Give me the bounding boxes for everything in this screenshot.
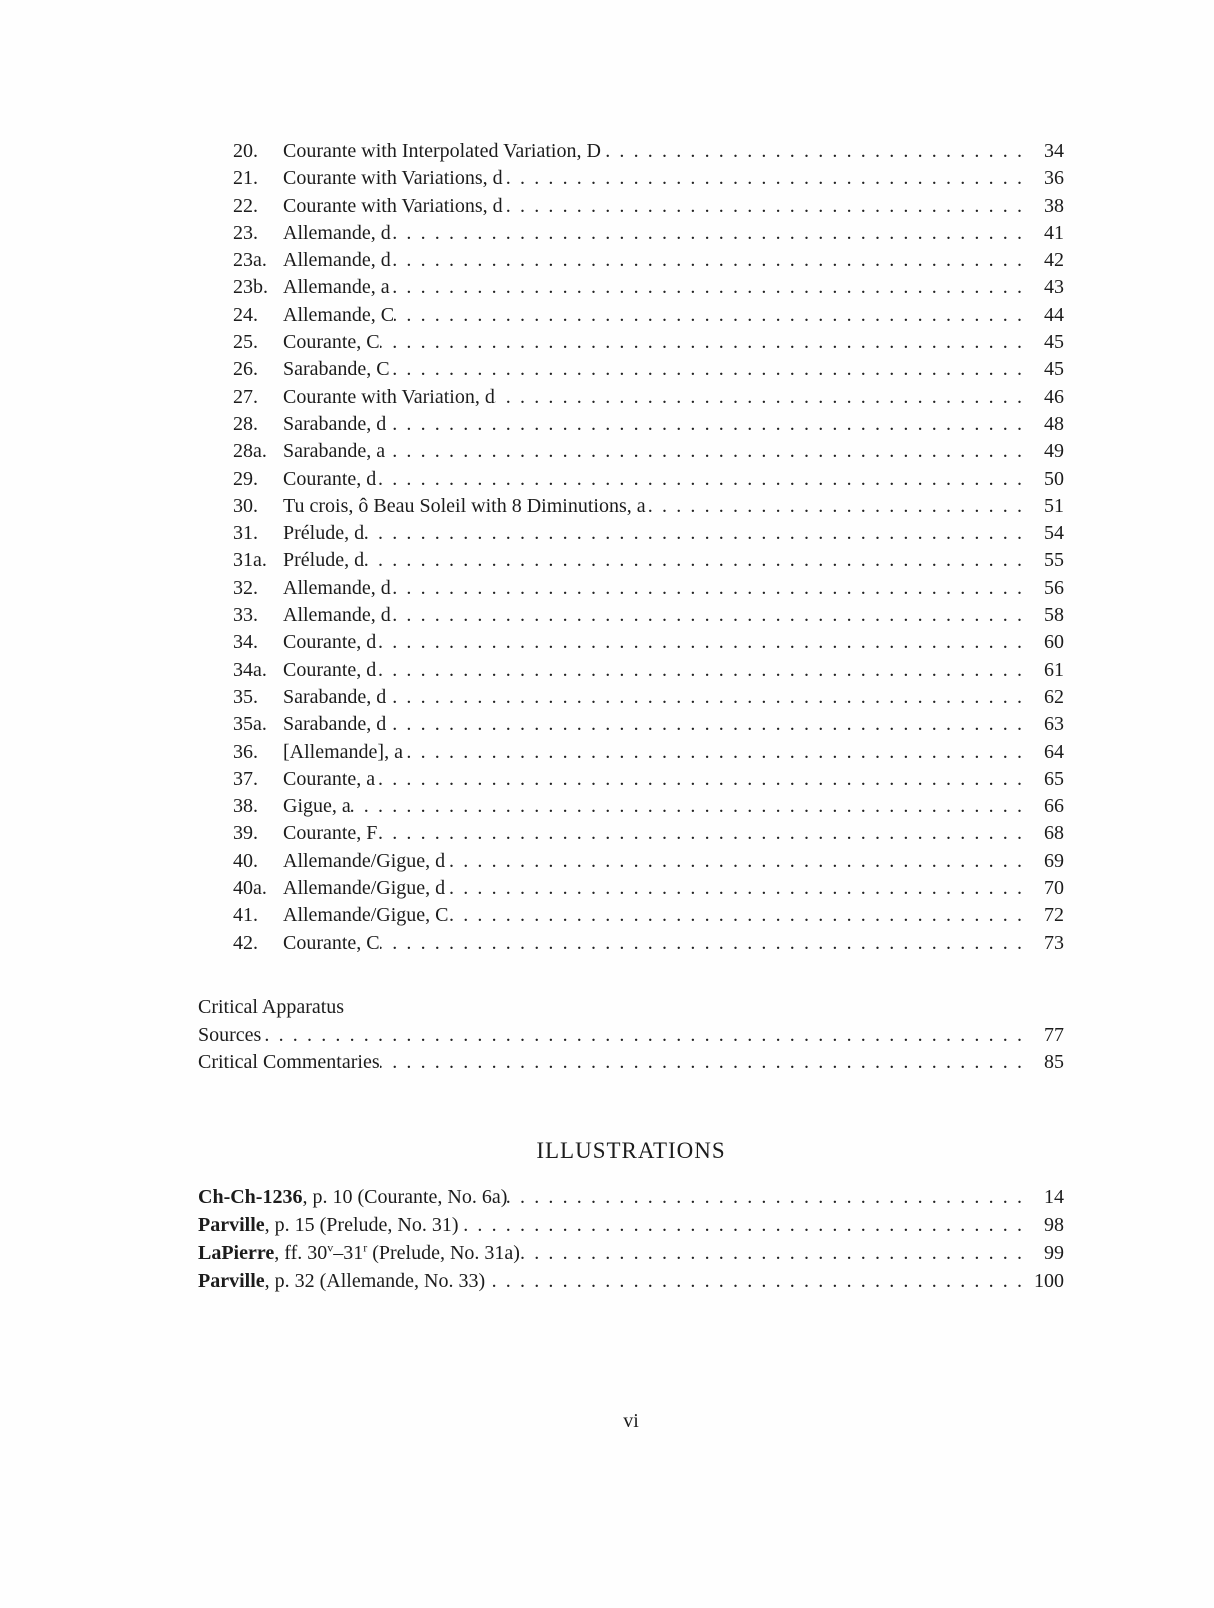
- entry-number: 29.: [233, 467, 258, 490]
- title-segment: , ff. 30: [274, 1242, 328, 1264]
- title-segment: v: [327, 1240, 334, 1255]
- toc-entry: [233, 329, 1064, 356]
- entry-number: 37.: [233, 767, 258, 790]
- dot-leader: [503, 165, 1032, 192]
- toc-entry: [233, 902, 1064, 929]
- entry-title: Sarabande, d: [283, 412, 387, 435]
- title-segment: Ch-Ch-1236: [198, 1186, 303, 1208]
- dot-leader: [449, 902, 1032, 929]
- entry-page: 50: [1044, 467, 1064, 490]
- dot-leader: [376, 657, 1032, 684]
- toc-entry: [233, 247, 1064, 274]
- entry-title: Courante with Interpolated Variation, D: [283, 140, 601, 162]
- entry-page: 65: [1044, 767, 1064, 790]
- title-segment: , p. 32 (Allemande, No. 33): [264, 1270, 486, 1292]
- dot-leader: [261, 1022, 1032, 1050]
- dot-leader: [485, 1267, 1032, 1295]
- entry-number: 34.: [233, 631, 258, 654]
- dot-leader: [364, 520, 1032, 547]
- entry-number: 23a.: [233, 249, 267, 272]
- entry-page: 56: [1044, 576, 1064, 599]
- dot-leader: [391, 220, 1032, 247]
- entry-number: 28a.: [233, 440, 267, 463]
- entry-number: 20.: [233, 140, 258, 162]
- entry-title: [198, 1267, 485, 1295]
- entry-title: Allemande, C: [283, 303, 395, 326]
- entry-page: 46: [1044, 385, 1064, 408]
- toc-entry: [233, 711, 1064, 738]
- dot-leader: [445, 848, 1032, 875]
- entry-title: Courante, d: [283, 658, 377, 681]
- title-segment: Parville: [198, 1214, 265, 1236]
- toc-entry: [233, 547, 1064, 574]
- illustration-entry: [198, 1239, 1064, 1267]
- entry-number: 28.: [233, 412, 258, 435]
- dot-leader: [364, 547, 1032, 574]
- entry-number: 39.: [233, 822, 258, 845]
- title-segment: LaPierre: [198, 1242, 275, 1264]
- toc-entry: [233, 356, 1064, 383]
- entry-page: 60: [1044, 631, 1064, 654]
- entry-page: 64: [1044, 740, 1064, 763]
- dot-leader: [646, 493, 1032, 520]
- toc-entry: [233, 520, 1064, 547]
- entry-title: Sources: [198, 1023, 262, 1046]
- entry-title: Allemande, d: [283, 604, 391, 627]
- entry-page: 44: [1044, 303, 1064, 326]
- entry-page: 70: [1044, 877, 1064, 900]
- dot-leader: [380, 329, 1032, 356]
- dot-leader: [386, 411, 1032, 438]
- entry-title: Courante, F: [283, 822, 378, 845]
- toc-entry: [233, 302, 1064, 329]
- table-of-contents-list: [233, 138, 1064, 957]
- entry-title: Allemande/Gigue, d: [283, 849, 446, 872]
- illustration-entry: [198, 1211, 1064, 1239]
- toc-entry: [233, 657, 1064, 684]
- entry-number: 40a.: [233, 877, 267, 900]
- toc-entry: [233, 684, 1064, 711]
- entry-number: 31a.: [233, 549, 267, 572]
- title-segment: –31: [333, 1242, 364, 1264]
- illustration-entry: [198, 1267, 1064, 1295]
- dot-leader: [520, 1239, 1032, 1267]
- entry-page: 41: [1044, 221, 1064, 244]
- apparatus-entry: [198, 1022, 1064, 1050]
- entry-number: 31.: [233, 522, 258, 545]
- toc-entry: [233, 602, 1064, 629]
- entry-page: 58: [1044, 604, 1064, 627]
- dot-leader: [503, 193, 1032, 220]
- title-segment: Parville: [198, 1270, 265, 1292]
- entry-number: 26.: [233, 358, 258, 381]
- toc-entry: [233, 575, 1064, 602]
- entry-title: Tu crois, ô Beau Soleil with 8 Diminutions, a: [283, 494, 646, 517]
- entry-title: Sarabande, a: [283, 440, 386, 463]
- toc-entry: [233, 138, 1064, 165]
- entry-page: 34: [1044, 140, 1064, 162]
- entry-title: Prélude, d: [283, 522, 365, 545]
- toc-entry: [233, 820, 1064, 847]
- entry-number: 36.: [233, 740, 258, 763]
- entry-title: Allemande, d: [283, 221, 391, 244]
- entry-number: 22.: [233, 194, 258, 217]
- entry-title: Courante, C: [283, 331, 380, 354]
- entry-title: Allemande, a: [283, 276, 390, 299]
- dot-leader: [459, 1211, 1033, 1239]
- critical-apparatus-list: [198, 1022, 1064, 1077]
- illustrations-section: [198, 1136, 1064, 1295]
- entry-title: Courante with Variations, d: [283, 167, 503, 190]
- entry-title: Allemande/Gigue, C: [283, 904, 449, 927]
- toc-entry: [233, 493, 1064, 520]
- entry-title: Allemande, d: [283, 576, 391, 599]
- entry-page: 14: [1044, 1186, 1064, 1208]
- dot-leader: [385, 438, 1032, 465]
- entry-page: 49: [1044, 440, 1064, 463]
- entry-title: Allemande, d: [283, 249, 391, 272]
- toc-entry: [233, 875, 1064, 902]
- page-number-folio: vi: [623, 1410, 639, 1432]
- dot-leader: [390, 356, 1032, 383]
- entry-page: 72: [1044, 904, 1064, 927]
- entry-title: Courante, d: [283, 467, 377, 490]
- entry-page: 48: [1044, 412, 1064, 435]
- dot-leader: [391, 247, 1032, 274]
- title-segment: , p. 10 (Courante, No. 6a): [302, 1186, 508, 1208]
- entry-page: 55: [1044, 549, 1064, 572]
- entry-number: 23b.: [233, 276, 268, 299]
- entry-page: 99: [1044, 1242, 1064, 1264]
- entry-page: 61: [1044, 658, 1064, 681]
- entry-number: 23.: [233, 221, 258, 244]
- entry-page: 42: [1044, 249, 1064, 272]
- entry-page: 68: [1044, 822, 1064, 845]
- toc-entry: [233, 930, 1064, 957]
- entry-number: 35.: [233, 685, 258, 708]
- entry-number: 24.: [233, 303, 258, 326]
- title-segment: (Prelude, No. 31a): [367, 1242, 520, 1264]
- entry-page: 45: [1044, 331, 1064, 354]
- dot-leader: [601, 138, 1032, 165]
- dot-leader: [390, 274, 1032, 301]
- dot-leader: [391, 602, 1032, 629]
- critical-apparatus-heading: Critical Apparatus: [198, 996, 345, 1018]
- entry-title: [Allemande], a: [283, 740, 403, 763]
- entry-page: 54: [1044, 522, 1064, 545]
- entry-number: 30.: [233, 494, 258, 517]
- toc-entry: [233, 165, 1064, 192]
- entry-title: Allemande/Gigue, d: [283, 877, 446, 900]
- entry-page: 38: [1044, 194, 1064, 217]
- dot-leader: [403, 739, 1032, 766]
- entry-title: Sarabande, d: [283, 713, 387, 736]
- critical-apparatus-section: [198, 994, 1064, 1077]
- entry-page: 73: [1044, 931, 1064, 954]
- dot-leader: [391, 575, 1032, 602]
- dot-leader: [495, 384, 1032, 411]
- entry-number: 41.: [233, 904, 258, 927]
- toc-entry: [233, 466, 1064, 493]
- dot-leader: [386, 711, 1032, 738]
- entry-number: 27.: [233, 385, 258, 408]
- entry-title: Courante, a: [283, 767, 376, 790]
- entry-title: Courante with Variation, d: [283, 385, 495, 408]
- toc-entry: [233, 274, 1064, 301]
- entry-title: Courante, d: [283, 631, 377, 654]
- entry-page: 66: [1044, 795, 1064, 818]
- toc-entry: [233, 739, 1064, 766]
- entry-number: 38.: [233, 795, 258, 818]
- entry-page: 98: [1044, 1214, 1064, 1236]
- toc-entry: [233, 411, 1064, 438]
- dot-leader: [351, 793, 1032, 820]
- entry-number: 33.: [233, 604, 258, 627]
- entry-number: 21.: [233, 167, 258, 190]
- entry-page: 100: [1034, 1270, 1064, 1292]
- entry-title: Courante, C: [283, 931, 380, 954]
- entry-title: Prélude, d: [283, 549, 365, 572]
- entry-number: 32.: [233, 576, 258, 599]
- illustrations-heading: ILLUSTRATIONS: [536, 1138, 726, 1163]
- entry-number: 40.: [233, 849, 258, 872]
- entry-title: Courante with Variations, d: [283, 194, 503, 217]
- illustrations-list: [198, 1183, 1064, 1295]
- entry-page: 69: [1044, 849, 1064, 872]
- entry-title: [198, 1239, 520, 1267]
- entry-page: 45: [1044, 358, 1064, 381]
- entry-number: 25.: [233, 331, 258, 354]
- entry-page: 85: [1044, 1051, 1064, 1073]
- entry-number: 42.: [233, 931, 258, 954]
- dot-leader: [376, 466, 1032, 493]
- entry-number: 35a.: [233, 713, 267, 736]
- dot-leader: [377, 820, 1032, 847]
- entry-number: 34a.: [233, 658, 267, 681]
- dot-leader: [507, 1183, 1032, 1211]
- toc-entry: [233, 220, 1064, 247]
- dot-leader: [386, 684, 1032, 711]
- toc-entry: [233, 793, 1064, 820]
- entry-title: [198, 1211, 459, 1239]
- entry-page: 77: [1044, 1023, 1064, 1046]
- title-segment: , p. 15 (Prelude, No. 31): [264, 1214, 459, 1236]
- entry-title: Sarabande, C: [283, 358, 390, 381]
- dot-leader: [394, 302, 1032, 329]
- title-segment: r: [363, 1240, 368, 1255]
- entry-title: Gigue, a: [283, 795, 351, 818]
- toc-entry: [233, 438, 1064, 465]
- entry-title: [198, 1183, 507, 1211]
- toc-entry: [233, 384, 1064, 411]
- dot-leader: [380, 930, 1032, 957]
- entry-title: Sarabande, d: [283, 685, 387, 708]
- entry-page: 43: [1044, 276, 1064, 299]
- toc-entry: [233, 193, 1064, 220]
- entry-page: 51: [1044, 494, 1064, 517]
- toc-entry: [233, 766, 1064, 793]
- entry-title: Critical Commentaries: [198, 1051, 380, 1073]
- illustration-entry: [198, 1183, 1064, 1211]
- dot-leader: [380, 1049, 1032, 1077]
- toc-entry: [233, 848, 1064, 875]
- dot-leader: [376, 629, 1032, 656]
- dot-leader: [445, 875, 1032, 902]
- entry-page: 63: [1044, 713, 1064, 736]
- entry-page: 62: [1044, 685, 1064, 708]
- apparatus-entry: [198, 1049, 1064, 1077]
- toc-entry: [233, 629, 1064, 656]
- dot-leader: [375, 766, 1032, 793]
- entry-page: 36: [1044, 167, 1064, 190]
